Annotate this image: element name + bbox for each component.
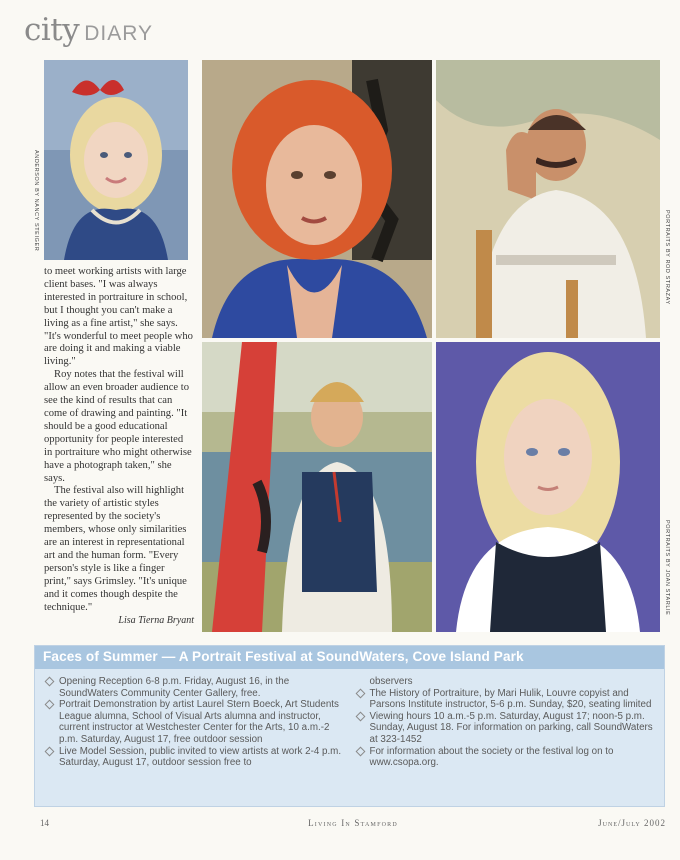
photo-credit-left: ANDERSON BY NANCY STEIGER <box>33 150 39 252</box>
issue-date: June/July 2002 <box>598 818 666 828</box>
article-column <box>44 266 194 628</box>
event-column-right <box>356 676 655 769</box>
portrait-red-haired-woman <box>202 60 432 338</box>
article-byline: Lisa Tierna Bryant <box>118 615 194 627</box>
event-list-item: For information about the society or the festival log on to www.csopa.org. <box>356 746 655 769</box>
section-title-diary: DIARY <box>84 22 154 45</box>
event-title: Faces of Summer — A Portrait Festival at SoundWaters, Cove Island Park <box>35 646 664 669</box>
event-list-item: Viewing hours 10 a.m.-5 p.m. Saturday, August 17; noon-5 p.m. Sunday, August 18. For information on parking, call SoundWaters at 323-1452 <box>356 711 655 746</box>
diamond-bullet-icon <box>45 746 55 756</box>
page-footer <box>40 818 666 832</box>
article-paragraph: Roy notes that the festival will allow an even broader audience to see the kind of results that can come of drawing and painting. "It should be a good educational opportunity for people interested in portraiture who might otherwise have a photograph taken," she says. <box>44 369 192 484</box>
event-list-item: Opening Reception 6-8 p.m. Friday, August 16, in the SoundWaters Community Center Gallery, free. <box>45 676 344 699</box>
diamond-bullet-icon <box>45 677 55 687</box>
section-header <box>24 12 153 46</box>
event-list-item: Portrait Demonstration by artist Laurel Stern Boeck, Art Students League alumna, School of Visual Arts alumna and instructor, current instructor at Westchester Center for the Arts, 10 a.m.-2 p.m. Saturday, August 17, free outdoor session <box>45 699 344 745</box>
diamond-bullet-icon <box>355 688 365 698</box>
diamond-bullet-icon <box>355 711 365 721</box>
event-column-left <box>45 676 344 769</box>
event-list-item: The History of Portraiture, by Mari Hulik, Louvre copyist and Parsons Institute instructor, 5-6 p.m. Sunday, $20, seating limited <box>356 688 655 711</box>
article-paragraph: to meet working artists with large client bases. "I was always interested in portraiture in school, but I thought you can't make a living as a fine artist," she says. "It's wonderful to meet people who are doing it and making a viable living." <box>44 266 193 368</box>
portrait-toddler-girl <box>44 60 188 260</box>
magazine-name: Living In Stamford <box>308 818 398 828</box>
portrait-man-mustache <box>436 60 660 338</box>
section-title-city: city <box>24 12 80 48</box>
event-list-continuation: observers <box>369 676 413 687</box>
portrait-boy-surfboard <box>202 342 432 632</box>
page-number: 14 <box>40 818 49 828</box>
event-info-box <box>34 645 665 807</box>
article-paragraph: The festival also will highlight the variety of artistic styles represented by the society's members, whose only similarities are an interest in representational art and the human form. "Every person's style is like a finger print," says Grimsley. "It's unique and it comes though despite the technique." <box>44 485 187 613</box>
event-list-item: Live Model Session, public invited to view artists at work 2-4 p.m. Saturday, August 17, outdoor session free to <box>45 746 344 769</box>
diamond-bullet-icon <box>45 700 55 710</box>
photo-credit-right-top: PORTRAITS BY ROD STRAZAY <box>664 210 670 305</box>
photo-credit-right-bottom: PORTRAITS BY JOAN STARLIE <box>664 520 670 616</box>
portrait-blonde-girl <box>436 342 660 632</box>
diamond-bullet-icon <box>355 746 365 756</box>
